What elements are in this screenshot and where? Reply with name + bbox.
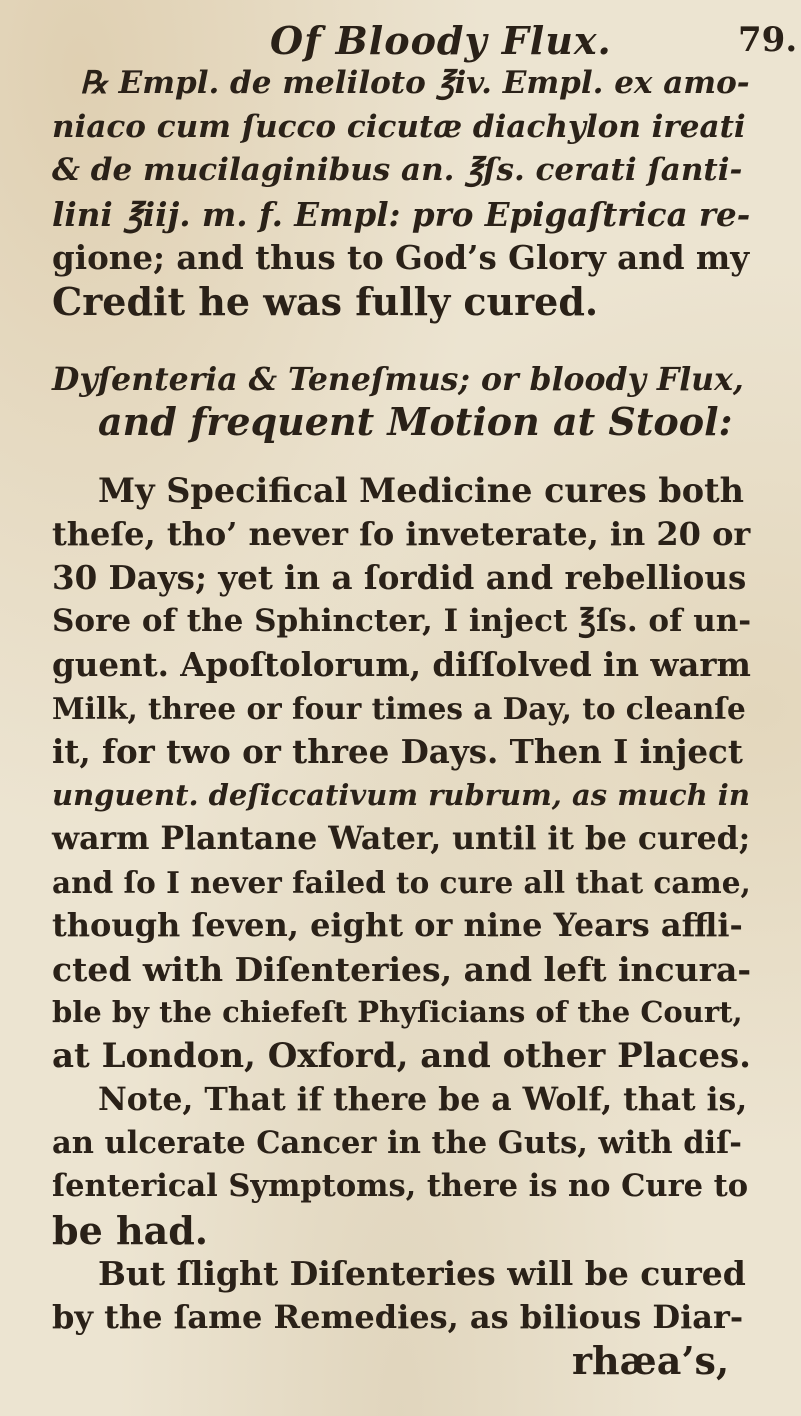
text-line: theſe, tho’ never ſo inveterate, in 20 or (52, 514, 751, 553)
text-line: at London, Oxford, and other Places. (52, 1035, 751, 1076)
section-gap (52, 443, 752, 469)
page-body (52, 62, 752, 1383)
text-line: niaco cum ſucco cicutæ diachylon ireati (52, 108, 746, 145)
text-line: gione; and thus to God’s Glory and my (52, 238, 750, 277)
text-line: guent. Apoſtolorum, diſſolved in warm (52, 645, 751, 684)
text-line: and ſo I never failed to cure all that came, (52, 864, 751, 900)
text-line: it, for two or three Days. Then I inject (52, 732, 743, 771)
prescription-paragraph (52, 62, 752, 323)
text-line: cted with Diſenteries, and left incura- (52, 949, 752, 989)
text-line: But ſlight Diſenteries will be cured (98, 1254, 746, 1293)
body-paragraph (52, 1252, 752, 1383)
text-line: ℞ Empl. de meliloto ℥iv. Empl. ex amo- (80, 65, 750, 101)
text-line: ble by the chiefeſt Phyſicians of the Court, (52, 995, 743, 1029)
note-paragraph (52, 1078, 752, 1252)
text-line: be had. (52, 1207, 209, 1253)
text-line: an ulcerate Cancer in the Guts, with diſ- (52, 1124, 742, 1161)
text-line: unguent. deſiccativum rubrum, as much in (52, 777, 750, 812)
heading-line: Dyſenteria & Teneſmus; or bloody Flux, (52, 361, 744, 398)
text-line: Credit he was fully cured. (52, 278, 599, 324)
text-line: Milk, three or four times a Day, to cleanſe (52, 690, 746, 726)
text-line: ſenterical Symptoms, there is no Cure to (52, 1168, 749, 1204)
section-gap (52, 323, 752, 359)
text-line: lini ℥iij. m. f. Empl: pro Epigaſtrica re- (52, 194, 751, 234)
text-line: & de mucilaginibus an. ℥ſs. cerati ſanti- (52, 152, 743, 188)
text-line: Note, That if there be a Wolf, that is, (98, 1081, 748, 1118)
page-number: 79. (738, 20, 798, 60)
page-header (0, 18, 801, 68)
section-heading (52, 359, 752, 443)
heading-line: and frequent Motion at Stool: (98, 399, 733, 444)
text-line: though ſeven, eight or nine Years affli- (52, 906, 743, 944)
body-paragraph (52, 469, 752, 1078)
text-line: by the ſame Remedies, as bilious Diar- (52, 1297, 744, 1336)
text-line: My Specifical Medicine cures both (98, 471, 744, 510)
catchword: rhæa’s, (572, 1338, 730, 1383)
text-line: 30 Days; yet in a ſordid and rebellious (52, 558, 747, 597)
text-line: Sore of the Sphincter, I inject ℥ſs. of un- (52, 602, 752, 639)
text-line: warm Plantane Water, until it be cured; (52, 820, 751, 857)
running-head: Of Bloody Flux. (270, 18, 612, 63)
